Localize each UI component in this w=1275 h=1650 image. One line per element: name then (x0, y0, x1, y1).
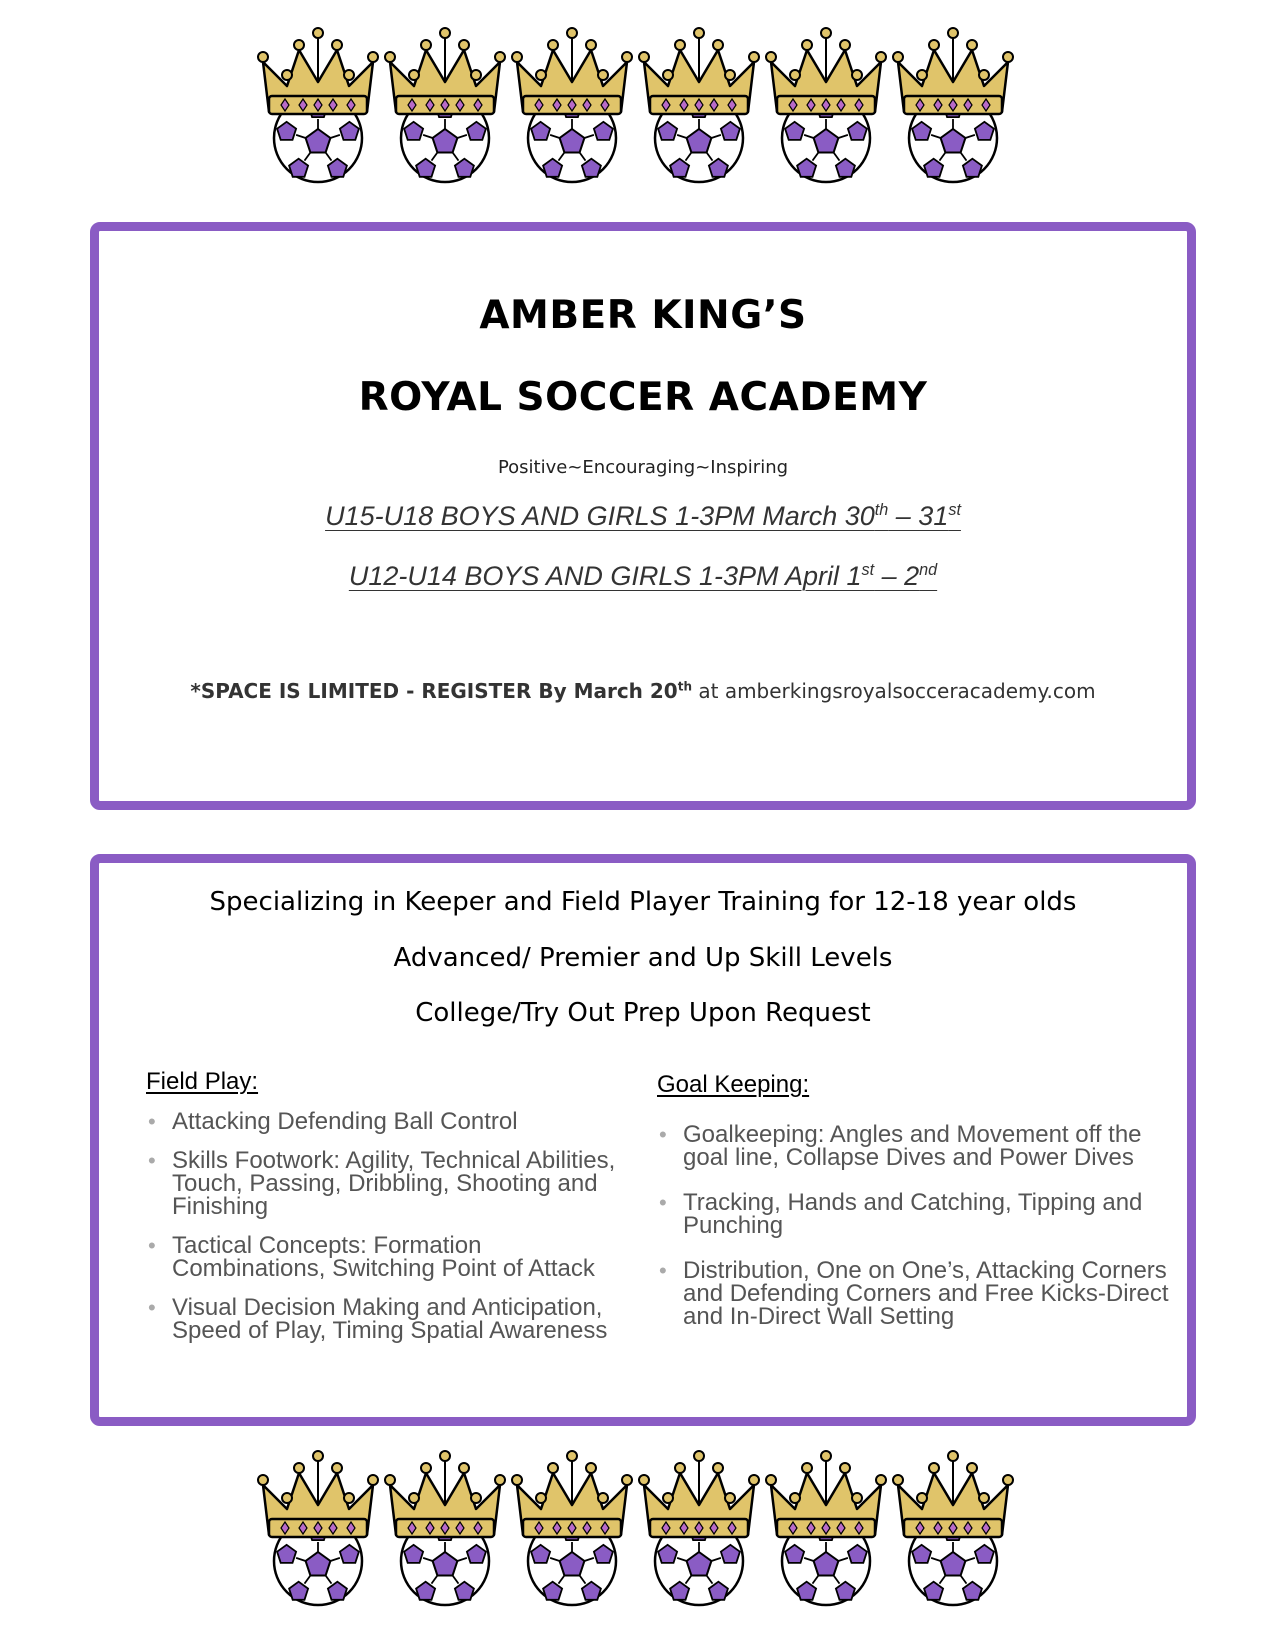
list-item: • Goalkeeping: Angles and Movement off the goal line, Collapse Dives and Power Dives (659, 1121, 1142, 1171)
goal-keeping-list (657, 1123, 1177, 1328)
list-item: • Distribution, One on One’s, Attacking Corners and Defending Corners and Free Kicks-Direct and In-Direct Wall Setting (659, 1257, 1169, 1330)
specialty-line-1: Specializing in Keeper and Field Player Training for 12-18 year olds (209, 887, 1077, 917)
list-item: • Visual Decision Making and Anticipation, Speed of Play, Timing Spatial Awareness (148, 1294, 608, 1344)
specialty-line-3: College/Try Out Prep Upon Request (415, 998, 871, 1028)
list-item: • Attacking Defending Ball Control (148, 1108, 518, 1135)
crowned-soccer-ball-icon (890, 20, 1017, 200)
crowned-soccer-ball-icon (509, 20, 636, 200)
top-decoration-row (255, 20, 1015, 200)
crowned-soccer-ball-icon (636, 20, 763, 200)
bottom-decoration-row (255, 1443, 1015, 1623)
list-item: • Tactical Concepts: Formation Combinations, Switching Point of Attack (148, 1232, 595, 1282)
list-item: • Skills Footwork: Agility, Technical Abilities, Touch, Passing, Dribbling, Shooting and Finishing (148, 1147, 616, 1220)
training-details-panel (90, 854, 1196, 1426)
crowned-soccer-ball-icon (763, 1443, 890, 1623)
academy-title-line1: AMBER KING’S (479, 293, 807, 338)
goal-keeping-column (657, 1068, 1177, 1350)
registration-notice: *SPACE IS LIMITED - REGISTER By March 20th at amberkingsroyalsocceracademy.com (190, 679, 1096, 703)
bullet-icon: • (659, 1190, 667, 1215)
bullet-icon: • (659, 1122, 667, 1147)
bullet-icon: • (148, 1233, 156, 1258)
session-line-1: U15-U18 BOYS AND GIRLS 1-3PM March 30th – 31st (325, 501, 961, 531)
bullet-icon: • (659, 1258, 667, 1283)
goal-keeping-heading: Goal Keeping: (657, 1071, 810, 1098)
crowned-soccer-ball-icon (763, 20, 890, 200)
field-play-list (146, 1110, 616, 1342)
bullet-icon: • (148, 1295, 156, 1320)
bullet-icon: • (148, 1148, 156, 1173)
bullet-icon: • (148, 1109, 156, 1134)
crowned-soccer-ball-icon (255, 20, 382, 200)
field-play-column (146, 1068, 616, 1358)
crowned-soccer-ball-icon (890, 1443, 1017, 1623)
crowned-soccer-ball-icon (636, 1443, 763, 1623)
tagline: Positive~Encouraging~Inspiring (497, 457, 789, 478)
list-item: • Tracking, Hands and Catching, Tipping and Punching (659, 1189, 1143, 1239)
session-line-2: U12-U14 BOYS AND GIRLS 1-3PM April 1st – 2nd (348, 561, 938, 591)
crowned-soccer-ball-icon (382, 20, 509, 200)
crowned-soccer-ball-icon (382, 1443, 509, 1623)
header-panel (90, 222, 1196, 810)
field-play-heading: Field Play: (146, 1068, 259, 1095)
academy-title-line2: ROYAL SOCCER ACADEMY (358, 375, 928, 420)
crowned-soccer-ball-icon (509, 1443, 636, 1623)
crowned-soccer-ball-icon (255, 1443, 382, 1623)
specialty-line-2: Advanced/ Premier and Up Skill Levels (393, 943, 893, 973)
